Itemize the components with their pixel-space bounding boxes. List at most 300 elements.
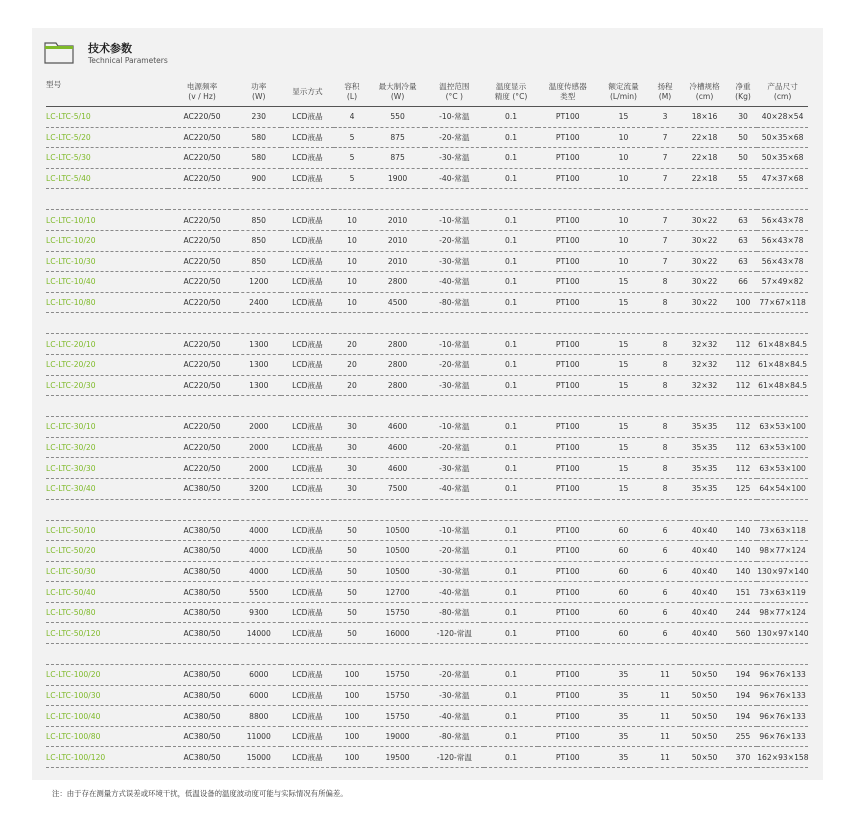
table-cell: 98×77×124 bbox=[757, 602, 808, 623]
table-cell: PT100 bbox=[538, 354, 597, 375]
table-cell: 56×43×78 bbox=[757, 210, 808, 231]
table-cell: -20-常温 bbox=[425, 127, 484, 148]
table-cell: 15 bbox=[597, 458, 650, 479]
table-cell: 112 bbox=[729, 354, 757, 375]
table-cell: 0.1 bbox=[484, 107, 539, 128]
table-cell: 6000 bbox=[236, 685, 281, 706]
table-cell: 10 bbox=[334, 272, 370, 293]
table-cell: 100 bbox=[334, 726, 370, 747]
table-row bbox=[46, 561, 808, 582]
table-cell: 7 bbox=[650, 127, 680, 148]
table-row bbox=[46, 334, 808, 355]
model-cell: LC-LTC-10/30 bbox=[46, 251, 168, 272]
table-cell: 1900 bbox=[370, 168, 425, 189]
model-cell: LC-LTC-10/80 bbox=[46, 292, 168, 313]
table-cell: 22×18 bbox=[680, 168, 729, 189]
table-cell: AC380/50 bbox=[168, 665, 237, 686]
table-cell: 8 bbox=[650, 478, 680, 499]
table-row bbox=[46, 458, 808, 479]
table-cell: 30 bbox=[334, 417, 370, 438]
table-cell: 2000 bbox=[236, 458, 281, 479]
table-cell: 61×48×84.5 bbox=[757, 354, 808, 375]
table-cell: PT100 bbox=[538, 747, 597, 768]
table-row bbox=[46, 251, 808, 272]
table-cell: 15 bbox=[597, 437, 650, 458]
table-cell: 0.1 bbox=[484, 437, 539, 458]
table-cell: PT100 bbox=[538, 561, 597, 582]
table-cell: 15 bbox=[597, 354, 650, 375]
table-cell: 66 bbox=[729, 272, 757, 293]
table-cell: 7 bbox=[650, 168, 680, 189]
column-header-label: 产品尺寸 bbox=[767, 82, 798, 91]
table-body bbox=[46, 107, 808, 768]
table-cell: 50 bbox=[334, 602, 370, 623]
table-cell: 0.1 bbox=[484, 458, 539, 479]
table-cell: LCD液晶 bbox=[281, 251, 334, 272]
table-cell: AC380/50 bbox=[168, 541, 237, 562]
model-cell: LC-LTC-5/20 bbox=[46, 127, 168, 148]
table-cell: 8 bbox=[650, 375, 680, 396]
table-cell: AC220/50 bbox=[168, 354, 237, 375]
table-cell: 7 bbox=[650, 148, 680, 169]
table-cell: 6 bbox=[650, 520, 680, 541]
table-cell: 11 bbox=[650, 706, 680, 727]
table-cell: 10 bbox=[597, 168, 650, 189]
folder-icon bbox=[44, 42, 74, 64]
table-cell: PT100 bbox=[538, 706, 597, 727]
table-cell: PT100 bbox=[538, 292, 597, 313]
model-cell: LC-LTC-20/10 bbox=[46, 334, 168, 355]
table-cell: AC220/50 bbox=[168, 375, 237, 396]
column-header bbox=[370, 78, 425, 107]
table-cell: 8 bbox=[650, 292, 680, 313]
table-cell: 10 bbox=[334, 230, 370, 251]
table-cell: AC220/50 bbox=[168, 292, 237, 313]
table-cell: 35×35 bbox=[680, 417, 729, 438]
table-cell: LCD液晶 bbox=[281, 726, 334, 747]
table-cell: 30×22 bbox=[680, 272, 729, 293]
table-cell: 35×35 bbox=[680, 437, 729, 458]
table-cell: 0.1 bbox=[484, 685, 539, 706]
table-cell: -10-常温 bbox=[425, 210, 484, 231]
table-cell: LCD液晶 bbox=[281, 520, 334, 541]
column-header-label: 温度显示 bbox=[495, 82, 527, 91]
table-cell: 130×97×140 bbox=[757, 623, 808, 644]
table-cell: 16000 bbox=[370, 623, 425, 644]
table-cell: PT100 bbox=[538, 582, 597, 603]
table-cell: 77×67×118 bbox=[757, 292, 808, 313]
table-cell: 35×35 bbox=[680, 458, 729, 479]
table-cell: 1200 bbox=[236, 272, 281, 293]
spec-table bbox=[46, 78, 808, 768]
column-header bbox=[168, 78, 237, 107]
table-cell: -20-常温 bbox=[425, 665, 484, 686]
table-row bbox=[46, 706, 808, 727]
table-cell: 35 bbox=[597, 706, 650, 727]
table-cell: 4000 bbox=[236, 520, 281, 541]
table-cell: 900 bbox=[236, 168, 281, 189]
table-cell: 22×18 bbox=[680, 148, 729, 169]
table-cell: -10-常温 bbox=[425, 107, 484, 128]
model-cell: LC-LTC-50/30 bbox=[46, 561, 168, 582]
table-cell: 32×32 bbox=[680, 354, 729, 375]
table-cell: 40×40 bbox=[680, 623, 729, 644]
table-cell: 35 bbox=[597, 747, 650, 768]
table-cell: 15750 bbox=[370, 602, 425, 623]
table-row bbox=[46, 417, 808, 438]
section-title: 技术参数 bbox=[88, 42, 132, 55]
table-cell: 15750 bbox=[370, 706, 425, 727]
table-cell: 73×63×118 bbox=[757, 520, 808, 541]
model-cell: LC-LTC-20/20 bbox=[46, 354, 168, 375]
table-cell: 50 bbox=[334, 561, 370, 582]
table-cell: LCD液晶 bbox=[281, 437, 334, 458]
table-cell: 2000 bbox=[236, 437, 281, 458]
table-cell: 0.1 bbox=[484, 375, 539, 396]
table-cell: 0.1 bbox=[484, 127, 539, 148]
table-cell: AC380/50 bbox=[168, 706, 237, 727]
table-row bbox=[46, 665, 808, 686]
table-cell: LCD液晶 bbox=[281, 747, 334, 768]
table-cell: 63 bbox=[729, 210, 757, 231]
table-cell: 0.1 bbox=[484, 354, 539, 375]
table-cell: 55 bbox=[729, 168, 757, 189]
model-cell: LC-LTC-10/10 bbox=[46, 210, 168, 231]
model-cell: LC-LTC-50/20 bbox=[46, 541, 168, 562]
column-header bbox=[425, 78, 484, 107]
column-header-label: 扬程 bbox=[657, 82, 673, 91]
table-cell: 140 bbox=[729, 520, 757, 541]
table-row bbox=[46, 602, 808, 623]
table-cell: 73×63×119 bbox=[757, 582, 808, 603]
table-cell: PT100 bbox=[538, 107, 597, 128]
table-cell: -30-常温 bbox=[425, 251, 484, 272]
table-cell: 15 bbox=[597, 375, 650, 396]
table-cell: 15 bbox=[597, 417, 650, 438]
table-cell: AC380/50 bbox=[168, 478, 237, 499]
table-cell: 96×76×133 bbox=[757, 685, 808, 706]
table-cell: 60 bbox=[597, 541, 650, 562]
table-cell: 10500 bbox=[370, 541, 425, 562]
model-cell: LC-LTC-30/30 bbox=[46, 458, 168, 479]
table-cell: -40-常温 bbox=[425, 478, 484, 499]
table-cell: PT100 bbox=[538, 127, 597, 148]
table-cell: 40×40 bbox=[680, 520, 729, 541]
table-cell: 0.1 bbox=[484, 148, 539, 169]
column-header-label: 温控范围 bbox=[439, 82, 470, 91]
table-cell: 35 bbox=[597, 665, 650, 686]
table-cell: PT100 bbox=[538, 375, 597, 396]
table-cell: 2010 bbox=[370, 210, 425, 231]
table-cell: 18×16 bbox=[680, 107, 729, 128]
table-cell: 1300 bbox=[236, 375, 281, 396]
table-cell: 100 bbox=[334, 665, 370, 686]
table-cell: 10 bbox=[597, 251, 650, 272]
column-header bbox=[281, 78, 334, 107]
table-cell: 35 bbox=[597, 726, 650, 747]
table-cell: 10 bbox=[597, 210, 650, 231]
model-cell: LC-LTC-100/120 bbox=[46, 747, 168, 768]
table-cell: 60 bbox=[597, 602, 650, 623]
model-cell: LC-LTC-50/40 bbox=[46, 582, 168, 603]
table-cell: LCD液晶 bbox=[281, 561, 334, 582]
table-cell: 4000 bbox=[236, 561, 281, 582]
table-cell: 8 bbox=[650, 458, 680, 479]
table-cell: AC380/50 bbox=[168, 685, 237, 706]
table-row bbox=[46, 520, 808, 541]
table-cell: 40×40 bbox=[680, 602, 729, 623]
table-cell: -80-常温 bbox=[425, 726, 484, 747]
table-cell: 15 bbox=[597, 334, 650, 355]
table-cell: -40-常温 bbox=[425, 706, 484, 727]
column-header bbox=[538, 78, 597, 107]
table-cell: 56×43×78 bbox=[757, 251, 808, 272]
table-cell: 0.1 bbox=[484, 726, 539, 747]
table-cell: AC220/50 bbox=[168, 230, 237, 251]
table-cell: 30×22 bbox=[680, 230, 729, 251]
table-row bbox=[46, 478, 808, 499]
table-cell: 63×53×100 bbox=[757, 458, 808, 479]
table-cell: 2800 bbox=[370, 272, 425, 293]
model-cell: LC-LTC-100/20 bbox=[46, 665, 168, 686]
table-cell: 5 bbox=[334, 127, 370, 148]
table-cell: PT100 bbox=[538, 520, 597, 541]
table-cell: -20-常温 bbox=[425, 437, 484, 458]
table-cell: PT100 bbox=[538, 230, 597, 251]
table-cell: 50×50 bbox=[680, 685, 729, 706]
model-cell: LC-LTC-5/30 bbox=[46, 148, 168, 169]
group-separator bbox=[46, 499, 808, 520]
table-cell: LCD液晶 bbox=[281, 292, 334, 313]
table-cell: 162×93×158 bbox=[757, 747, 808, 768]
table-cell: 22×18 bbox=[680, 127, 729, 148]
group-separator bbox=[46, 189, 808, 210]
table-cell: PT100 bbox=[538, 168, 597, 189]
table-cell: LCD液晶 bbox=[281, 685, 334, 706]
table-cell: AC220/50 bbox=[168, 417, 237, 438]
column-header bbox=[729, 78, 757, 107]
column-header-label: 显示方式 bbox=[292, 87, 323, 96]
table-cell: 6000 bbox=[236, 665, 281, 686]
table-cell: 15 bbox=[597, 272, 650, 293]
table-cell: 125 bbox=[729, 478, 757, 499]
table-cell: LCD液晶 bbox=[281, 334, 334, 355]
table-cell: 10 bbox=[334, 251, 370, 272]
table-cell: 370 bbox=[729, 747, 757, 768]
table-cell: 30 bbox=[334, 458, 370, 479]
table-cell: 4000 bbox=[236, 541, 281, 562]
table-row bbox=[46, 747, 808, 768]
table-cell: LCD液晶 bbox=[281, 541, 334, 562]
table-cell: 30 bbox=[334, 478, 370, 499]
column-header-unit: 精度 (°C) bbox=[494, 92, 528, 101]
table-cell: 850 bbox=[236, 230, 281, 251]
table-cell: 10 bbox=[597, 230, 650, 251]
table-cell: PT100 bbox=[538, 272, 597, 293]
table-cell: 50 bbox=[334, 541, 370, 562]
table-cell: LCD液晶 bbox=[281, 458, 334, 479]
table-cell: 30×22 bbox=[680, 251, 729, 272]
table-cell: 12700 bbox=[370, 582, 425, 603]
table-cell: 5 bbox=[334, 168, 370, 189]
table-cell: PT100 bbox=[538, 458, 597, 479]
table-cell: 850 bbox=[236, 251, 281, 272]
table-cell: 20 bbox=[334, 354, 370, 375]
table-row bbox=[46, 148, 808, 169]
table-cell: PT100 bbox=[538, 685, 597, 706]
table-cell: 10 bbox=[334, 292, 370, 313]
table-cell: 50×50 bbox=[680, 726, 729, 747]
table-cell: 0.1 bbox=[484, 706, 539, 727]
footnote: 注：由于存在测量方式误差或环境干扰，低温设备的温度波动度可能与实际情况有所偏差。 bbox=[52, 789, 348, 798]
table-cell: 2400 bbox=[236, 292, 281, 313]
table-cell: PT100 bbox=[538, 437, 597, 458]
table-cell: LCD液晶 bbox=[281, 230, 334, 251]
table-cell: 2800 bbox=[370, 375, 425, 396]
table-cell: 0.1 bbox=[484, 520, 539, 541]
table-cell: LCD液晶 bbox=[281, 478, 334, 499]
table-cell: 0.1 bbox=[484, 168, 539, 189]
table-header-row bbox=[46, 78, 808, 107]
column-header-unit: (L/min) bbox=[609, 92, 638, 101]
group-separator bbox=[46, 644, 808, 665]
table-cell: PT100 bbox=[538, 623, 597, 644]
table-row bbox=[46, 127, 808, 148]
table-cell: 63 bbox=[729, 230, 757, 251]
table-cell: 47×37×68 bbox=[757, 168, 808, 189]
table-cell: 32×32 bbox=[680, 334, 729, 355]
table-cell: 20 bbox=[334, 334, 370, 355]
table-cell: 850 bbox=[236, 210, 281, 231]
table-cell: LCD液晶 bbox=[281, 148, 334, 169]
table-cell: -80-常温 bbox=[425, 602, 484, 623]
table-cell: 96×76×133 bbox=[757, 726, 808, 747]
table-cell: 112 bbox=[729, 417, 757, 438]
table-cell: 4600 bbox=[370, 458, 425, 479]
table-cell: 7 bbox=[650, 251, 680, 272]
table-cell: -20-常温 bbox=[425, 541, 484, 562]
table-cell: -10-常温 bbox=[425, 334, 484, 355]
table-cell: AC220/50 bbox=[168, 107, 237, 128]
table-cell: AC380/50 bbox=[168, 561, 237, 582]
model-cell: LC-LTC-10/20 bbox=[46, 230, 168, 251]
table-cell: 550 bbox=[370, 107, 425, 128]
table-cell: 3200 bbox=[236, 478, 281, 499]
table-cell: PT100 bbox=[538, 541, 597, 562]
table-cell: -10-常温 bbox=[425, 520, 484, 541]
table-cell: 60 bbox=[597, 582, 650, 603]
table-cell: 35 bbox=[597, 685, 650, 706]
table-cell: -30-常温 bbox=[425, 458, 484, 479]
table-cell: 0.1 bbox=[484, 665, 539, 686]
table-cell: 112 bbox=[729, 437, 757, 458]
table-row bbox=[46, 623, 808, 644]
column-header bbox=[236, 78, 281, 107]
table-cell: LCD液晶 bbox=[281, 354, 334, 375]
table-cell: 50×50 bbox=[680, 665, 729, 686]
table-cell: 3 bbox=[650, 107, 680, 128]
table-cell: 2010 bbox=[370, 251, 425, 272]
table-cell: 15000 bbox=[236, 747, 281, 768]
table-cell: -30-常温 bbox=[425, 685, 484, 706]
table-cell: 15750 bbox=[370, 665, 425, 686]
table-cell: 0.1 bbox=[484, 334, 539, 355]
table-cell: 6 bbox=[650, 561, 680, 582]
column-header-unit: (v / Hz) bbox=[188, 92, 216, 101]
table-cell: -40-常温 bbox=[425, 272, 484, 293]
table-cell: LCD液晶 bbox=[281, 602, 334, 623]
table-cell: 7 bbox=[650, 210, 680, 231]
column-header-label: 冷槽规格 bbox=[689, 82, 720, 91]
column-header-unit: (°C ) bbox=[445, 92, 464, 101]
model-cell: LC-LTC-5/10 bbox=[46, 107, 168, 128]
table-cell: 15 bbox=[597, 292, 650, 313]
table-cell: 244 bbox=[729, 602, 757, 623]
table-cell: AC380/50 bbox=[168, 623, 237, 644]
table-cell: 1300 bbox=[236, 354, 281, 375]
table-cell: -30-常温 bbox=[425, 148, 484, 169]
table-cell: -120-常温 bbox=[425, 623, 484, 644]
table-cell: 20 bbox=[334, 375, 370, 396]
table-cell: 19000 bbox=[370, 726, 425, 747]
table-cell: 4600 bbox=[370, 437, 425, 458]
table-cell: -120-常温 bbox=[425, 747, 484, 768]
table-cell: PT100 bbox=[538, 148, 597, 169]
table-cell: 875 bbox=[370, 148, 425, 169]
column-header bbox=[597, 78, 650, 107]
table-cell: 2000 bbox=[236, 417, 281, 438]
table-cell: 0.1 bbox=[484, 230, 539, 251]
table-cell: 61×48×84.5 bbox=[757, 375, 808, 396]
column-header-unit: (cm) bbox=[695, 92, 714, 101]
table-row bbox=[46, 210, 808, 231]
table-cell: PT100 bbox=[538, 665, 597, 686]
column-header-label: 容积 bbox=[344, 82, 360, 91]
table-cell: 8 bbox=[650, 417, 680, 438]
table-cell: LCD液晶 bbox=[281, 168, 334, 189]
model-cell: LC-LTC-100/30 bbox=[46, 685, 168, 706]
table-cell: 14000 bbox=[236, 623, 281, 644]
model-cell: LC-LTC-30/10 bbox=[46, 417, 168, 438]
table-cell: 6 bbox=[650, 541, 680, 562]
table-cell: PT100 bbox=[538, 334, 597, 355]
column-header bbox=[484, 78, 539, 107]
table-row bbox=[46, 168, 808, 189]
table-cell: 11 bbox=[650, 685, 680, 706]
table-cell: LCD液晶 bbox=[281, 272, 334, 293]
table-cell: 56×43×78 bbox=[757, 230, 808, 251]
table-cell: 6 bbox=[650, 602, 680, 623]
table-cell: LCD液晶 bbox=[281, 582, 334, 603]
table-cell: 40×28×54 bbox=[757, 107, 808, 128]
table-row bbox=[46, 107, 808, 128]
model-cell: LC-LTC-10/40 bbox=[46, 272, 168, 293]
table-cell: 30×22 bbox=[680, 210, 729, 231]
table-cell: 5500 bbox=[236, 582, 281, 603]
table-cell: -20-常温 bbox=[425, 230, 484, 251]
table-cell: 560 bbox=[729, 623, 757, 644]
table-cell: 50 bbox=[729, 127, 757, 148]
column-header bbox=[334, 78, 370, 107]
model-cell: LC-LTC-50/80 bbox=[46, 602, 168, 623]
table-cell: 7 bbox=[650, 230, 680, 251]
table-cell: 4600 bbox=[370, 417, 425, 438]
table-cell: 40×40 bbox=[680, 561, 729, 582]
column-header-unit: (M) bbox=[658, 92, 672, 101]
table-cell: AC220/50 bbox=[168, 127, 237, 148]
column-header-unit: (W) bbox=[252, 92, 266, 101]
table-cell: 5 bbox=[334, 148, 370, 169]
